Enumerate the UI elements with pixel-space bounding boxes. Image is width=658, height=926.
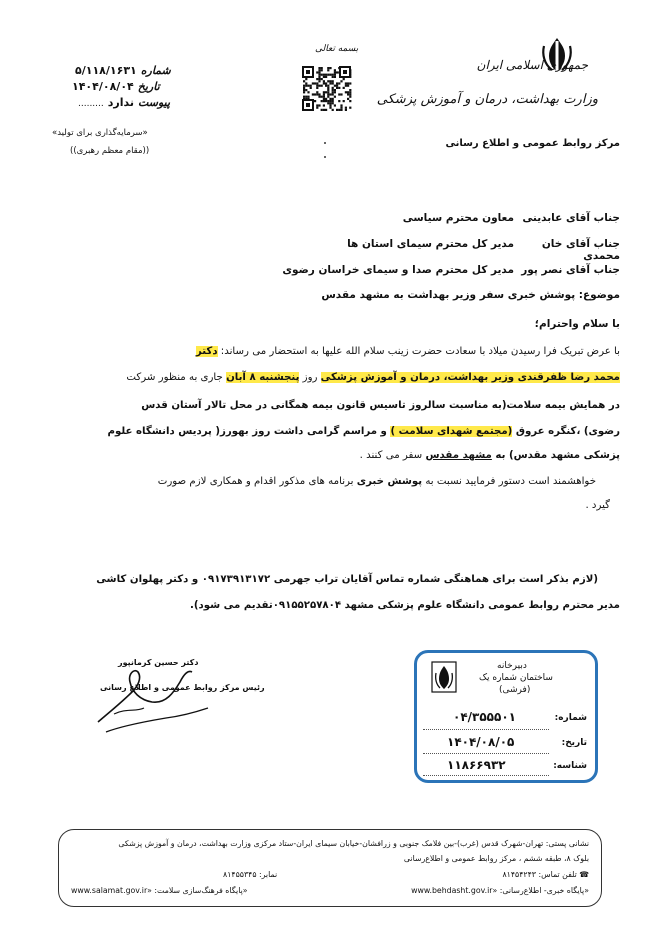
footer-website-behdasht xyxy=(411,886,589,895)
footer-address-line1: نشانی پستی: تهران-شهرک قدس (غرب)-بین فلامک جنوبی و زرافشان-خیابان سیمای ایران-ستاد مرکزی وزارت بهداشت، درمان و آموزش پزشکی xyxy=(118,839,589,848)
body-text: و مراسم گرامی داشت روز بهورز( پردیس دانشگاه علوم xyxy=(107,426,391,437)
ministry-name-line1: جمهوری اسلامی ایران xyxy=(476,58,588,72)
stamp-date-label: تاریخ: xyxy=(561,738,587,748)
recipient-name: جناب آقای خان محمدی xyxy=(541,238,620,262)
recipient-row xyxy=(282,264,620,276)
footer-website-link[interactable]: www.behdasht.gov.ir» xyxy=(411,886,498,895)
recipient-row xyxy=(347,238,620,262)
body-line: گیرد . xyxy=(585,500,610,511)
secretariat-stamp xyxy=(414,650,598,783)
footer-address-line2: بلوک ۸، طبقه ششم ، مرکز روابط عمومی و اطلاع‌رسانی xyxy=(403,854,589,863)
footer-website-label: «پایگاه فرهنگ‌سازی سلامت: xyxy=(154,886,248,895)
body-line xyxy=(360,450,620,461)
attachment-label: پیوست xyxy=(137,96,171,109)
attachment-value: ندارد xyxy=(107,96,134,109)
stamp-date-value: ۱۴۰۴/۰۸/۰۵ xyxy=(447,735,515,749)
footer-phone-text: تلفن تماس: ۸۱۴۵۴۲۴۳ xyxy=(502,870,577,879)
body-text: برنامه های مذکور اقدام و همکاری لازم صورت xyxy=(157,476,357,487)
highlight-text: (مجتمع شهدای سلامت ) xyxy=(390,426,513,437)
number-label: شماره xyxy=(140,64,171,77)
body-text: خواهشمند است دستور فرمایید نسبت به xyxy=(422,476,596,487)
stamp-office: دبیرخانه xyxy=(497,661,527,671)
signatory-title: رئیس مرکز روابط عمومی و اطلاع رسانی xyxy=(100,683,265,692)
stamp-id-value: ۱۱۸۶۶۹۳۲ xyxy=(447,758,506,772)
department-name: مرکز روابط عمومی و اطلاع رسانی xyxy=(445,138,620,149)
recipient-name: جناب آقای نصر پور xyxy=(521,264,620,276)
stamp-building: ساختمان شماره یک xyxy=(479,673,553,683)
number-value: ۵/۱۱۸/۱۶۳۱ xyxy=(75,64,137,77)
stamp-id-label: شناسه: xyxy=(553,761,587,771)
body-text: جاری به منظور شرکت xyxy=(126,372,227,383)
bismillah: بسمه تعالی xyxy=(315,44,359,54)
highlight-text: محمد رضا ظفرقندی وزیر بهداشت، درمان و آموزش پزشکی xyxy=(320,372,620,383)
letter-date-row xyxy=(72,80,160,93)
greeting: با سلام واحترام؛ xyxy=(534,318,620,330)
stamp-number-value: ۰۴/۳۵۵۵۰۱ xyxy=(453,710,516,724)
footer-website-label: «پایگاه خبری- اطلاع‌رسانی: xyxy=(499,886,589,895)
highlight-text: دکتر xyxy=(195,346,218,357)
letter-subject: موضوع: پوشش خبری سفر وزیر بهداشت به مشهد مقدس xyxy=(321,289,620,301)
recipient-row xyxy=(403,212,620,224)
slogan-source: ((مقام معظم رهبری)) xyxy=(70,146,150,156)
underlined-text: مشهد مقدس xyxy=(425,450,492,461)
body-text: با عرض تبریک فرا رسیدن میلاد با سعادت حضرت زینب سلام الله علیها به استحضار می رساند: xyxy=(217,346,620,357)
recipient-title: معاون محترم سیاسی xyxy=(402,212,514,224)
footer-phone xyxy=(502,870,589,879)
highlight-text: پنجشنبه ۸ آبان xyxy=(226,372,300,383)
recipient-title: مدیر کل محترم سیمای استان ها xyxy=(347,238,514,250)
body-text: روز xyxy=(299,372,321,383)
note-line: (لازم بذکر است برای هماهنگی شماره تماس آقایان تراب جهرمی ۰۹۱۷۳۹۱۳۱۷۲ و دکتر پهلوان کاشی xyxy=(96,574,598,585)
date-label: تاریخ xyxy=(137,80,160,93)
body-line xyxy=(158,476,596,487)
letter-number-row xyxy=(75,64,171,77)
recipient-name: جناب آقای عابدینی xyxy=(522,212,620,224)
body-text: پزشکی مشهد مقدس) به xyxy=(491,450,620,461)
phone-icon: ☎ xyxy=(579,870,589,879)
date-value: ۱۴۰۴/۰۸/۰۴ xyxy=(72,80,134,93)
stamp-lang: (فرشی) xyxy=(499,685,531,695)
footer-box xyxy=(58,829,602,907)
ministry-logo-icon xyxy=(431,661,457,693)
footer-fax: نمابر: ۸۱۴۵۵۳۴۵ xyxy=(223,870,278,879)
signatory-name: دکتر حسین کرمانپور xyxy=(118,658,199,667)
note-line: مدیر محترم روابط عمومی دانشگاه علوم پزشکی مشهد ۰۹۱۵۵۲۵۷۸۰۴تقدیم می شود). xyxy=(189,600,620,611)
body-text-bold: پوشش خبری xyxy=(356,476,423,487)
body-line xyxy=(196,346,620,357)
recipient-title: مدیر کل محترم صدا و سیمای خراسان رضوی xyxy=(282,264,514,276)
letter-attachment-row: پیوست ندارد ......... xyxy=(78,96,171,109)
footer-website-salamat xyxy=(71,886,248,895)
footer-website-link[interactable]: www.salamat.gov.ir» xyxy=(71,886,152,895)
stamp-number-label: شماره: xyxy=(554,713,587,723)
body-line xyxy=(108,426,621,437)
ministry-name-line2: وزارت بهداشت، درمان و آموزش پزشکی xyxy=(376,92,598,107)
slogan: «سرمایه‌گذاری برای تولید» xyxy=(52,128,148,138)
body-line: در همایش بیمه سلامت(به مناسبت سالروز تاسیس قانون بیمه همگانی در محل تالار آستان قدس xyxy=(141,400,620,411)
body-text: سفر می کنند . xyxy=(359,450,426,461)
body-line xyxy=(126,372,620,383)
qr-code-icon xyxy=(302,66,352,112)
body-text: رضوی) ،کنگره عروق xyxy=(512,426,620,437)
